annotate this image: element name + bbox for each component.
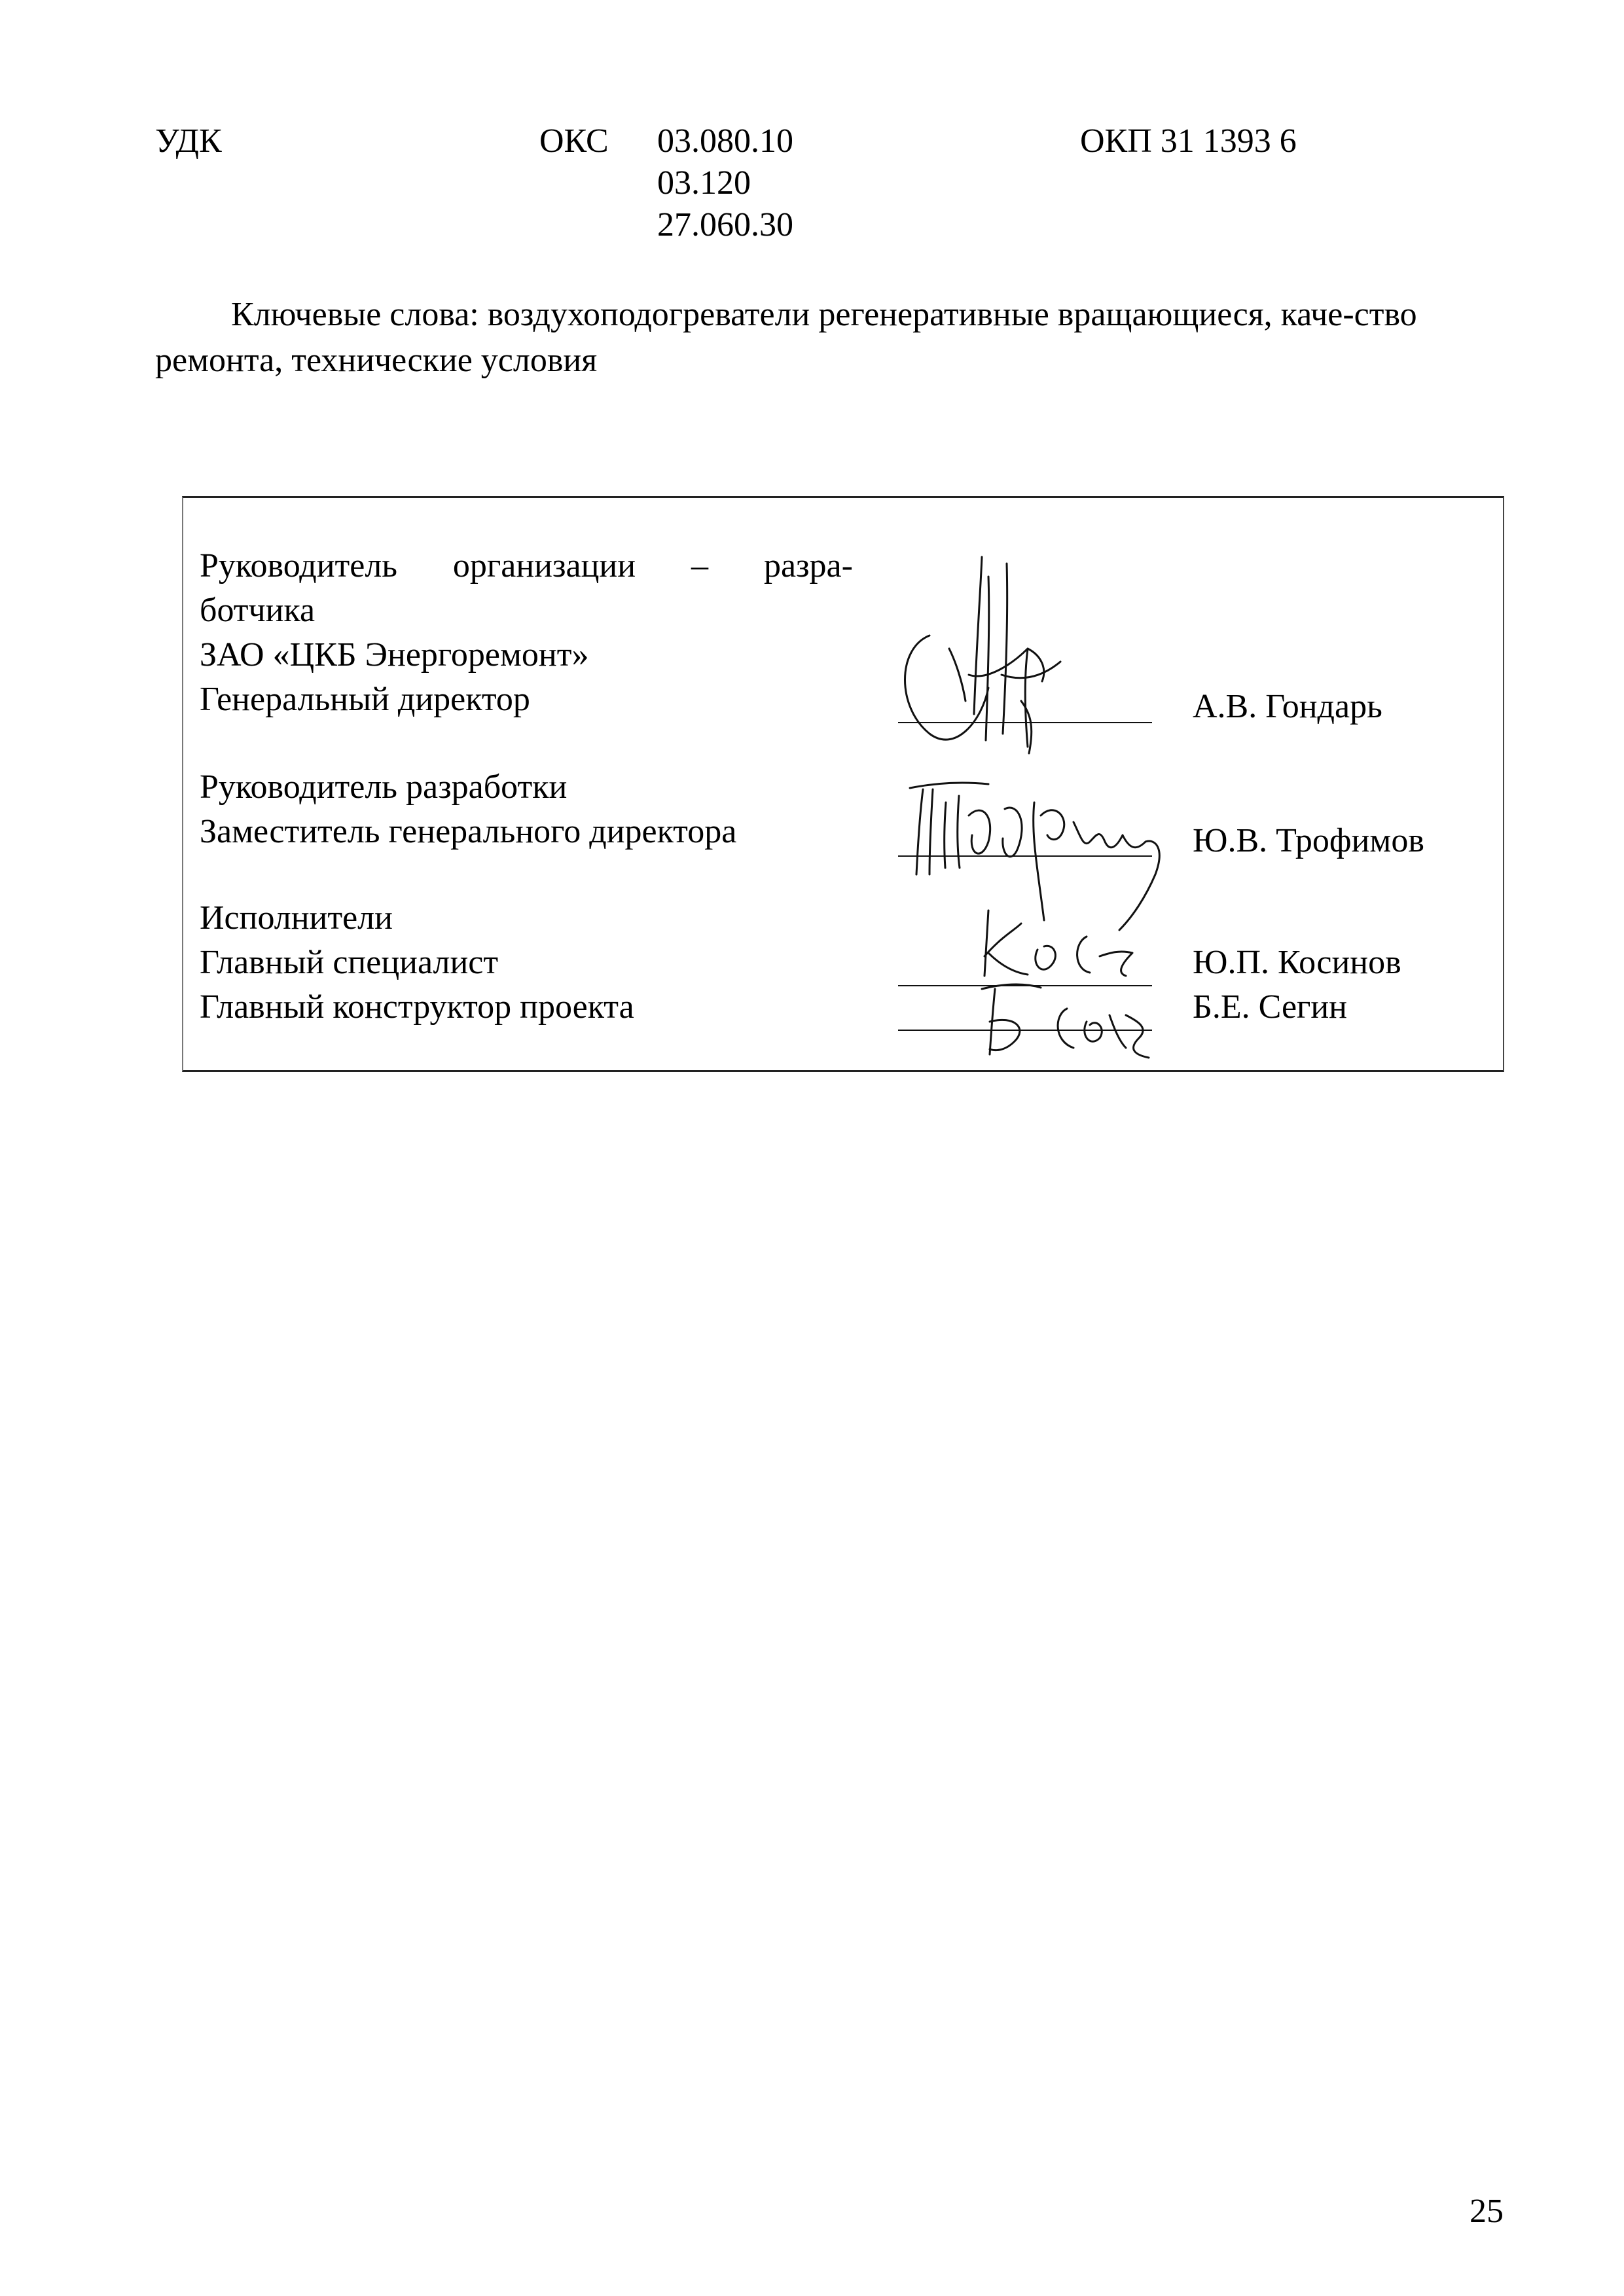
dev-lead-role: Руководитель разработки bbox=[200, 768, 568, 806]
oks-code-3: 27.060.30 bbox=[657, 206, 793, 243]
head-role-word-3: – bbox=[691, 547, 709, 584]
executor1-position: Главный специалист bbox=[200, 944, 499, 981]
oks-code-1: 03.080.10 bbox=[657, 122, 793, 160]
executors-title: Исполнители bbox=[200, 899, 393, 937]
executor1-name: Ю.П. Косинов bbox=[1193, 944, 1401, 981]
head-name: А.В. Гондарь bbox=[1193, 688, 1382, 725]
head-position: Генеральный директор bbox=[200, 681, 530, 718]
head-role-cont: ботчика bbox=[200, 592, 316, 629]
organization-name: ЗАО «ЦКБ Энергоремонт» bbox=[200, 636, 589, 673]
head-role-word-1: Руководитель bbox=[200, 547, 397, 584]
head-role-line bbox=[200, 544, 853, 588]
signature-executor2-image bbox=[969, 976, 1159, 1061]
keywords-paragraph bbox=[155, 292, 1510, 384]
dev-lead-position: Заместитель генерального директора bbox=[200, 813, 737, 850]
page-number: 25 bbox=[1470, 2193, 1504, 2230]
oks-label: ОКС bbox=[539, 122, 609, 160]
head-role-word-2: организации bbox=[452, 547, 636, 584]
executor2-name: Б.Е. Сегин bbox=[1193, 988, 1348, 1026]
signature-head-image bbox=[890, 550, 1113, 766]
oks-code-2: 03.120 bbox=[657, 164, 751, 202]
dev-lead-name: Ю.В. Трофимов bbox=[1193, 822, 1424, 859]
executor2-position: Главный конструктор проекта bbox=[200, 988, 634, 1026]
signature-executor1-image bbox=[969, 904, 1152, 982]
udk-label: УДК bbox=[155, 122, 222, 160]
okp-code: ОКП 31 1393 6 bbox=[1080, 122, 1297, 160]
head-role-word-4: разра- bbox=[763, 547, 853, 584]
approval-box bbox=[182, 496, 1504, 1072]
keywords-text: Ключевые слова: воздухоподогреватели регенеративные вращающиеся, каче-ство ремонта, технические условия bbox=[155, 296, 1417, 379]
